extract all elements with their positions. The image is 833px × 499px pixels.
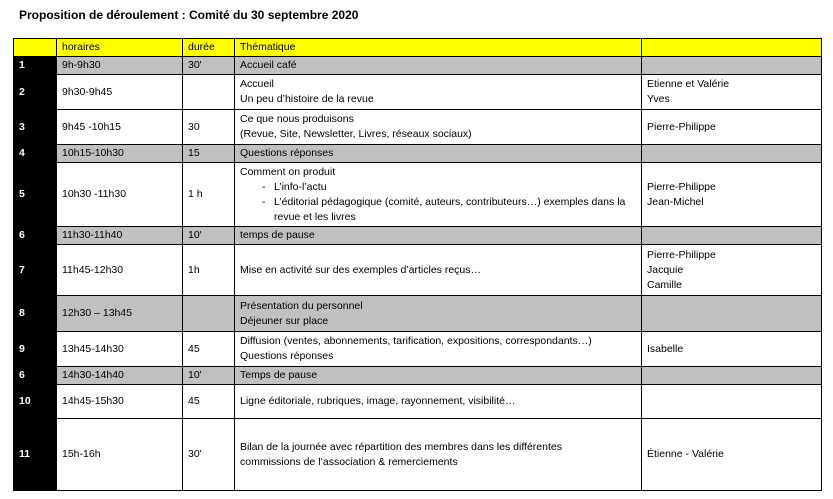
row-people: [642, 296, 822, 332]
row-duration: 10': [183, 227, 235, 245]
document-title: Proposition de déroulement : Comité du 30 septembre 2020: [19, 8, 359, 22]
header-theme: Thématique: [235, 39, 642, 57]
table-row: [14, 227, 822, 245]
person-name: Pierre-Philippe: [647, 180, 716, 193]
person-name: Jean-Michel: [647, 195, 704, 208]
row-duration: 10': [183, 367, 235, 385]
row-theme: [235, 367, 642, 385]
row-people: [642, 110, 822, 145]
row-people: [642, 163, 822, 227]
row-time: 15h-16h: [57, 419, 183, 491]
row-theme: [235, 163, 642, 227]
person-name: Étienne - Valérie: [647, 448, 724, 460]
row-number: 9: [14, 332, 57, 367]
row-number: 4: [14, 145, 57, 163]
row-duration: 15: [183, 145, 235, 163]
theme-line: Présentation du personnel: [240, 299, 363, 312]
theme-line: Bilan de la journée avec répartition des membres dans les différentes: [240, 440, 562, 453]
row-number: 11: [14, 419, 57, 491]
row-duration: 1h: [183, 245, 235, 296]
row-number: 6: [14, 367, 57, 385]
row-people: [642, 227, 822, 245]
theme-line: temps de pause: [240, 229, 315, 241]
row-time: 12h30 – 13h45: [57, 296, 183, 332]
row-duration: 45: [183, 385, 235, 419]
sub-item-list: [240, 180, 636, 225]
row-people: [642, 385, 822, 419]
row-number: 10: [14, 385, 57, 419]
table-row: [14, 385, 822, 419]
row-number: 1: [14, 57, 57, 75]
theme-line: Accueil: [240, 78, 274, 90]
row-time: 9h30-9h45: [57, 75, 183, 110]
row-time: 14h45-15h30: [57, 385, 183, 419]
row-duration: 30': [183, 419, 235, 491]
table-row: [14, 296, 822, 332]
theme-line: Questions réponses: [240, 350, 334, 362]
header-num: [14, 39, 57, 57]
row-number: 6: [14, 227, 57, 245]
person-name: Pierre-Philippe: [647, 120, 716, 133]
person-name: Jacquie: [647, 263, 684, 276]
person-name: Camille: [647, 278, 683, 291]
row-number: 7: [14, 245, 57, 296]
theme-line: Ce que nous produisons: [240, 113, 354, 125]
row-duration: 1 h: [183, 163, 235, 227]
row-theme: [235, 332, 642, 367]
row-people: [642, 419, 822, 491]
row-time: 13h45-14h30: [57, 332, 183, 367]
table-row: [14, 75, 822, 110]
row-people: [642, 332, 822, 367]
row-theme: [235, 227, 642, 245]
row-theme: [235, 296, 642, 332]
header-time: horaires: [57, 39, 183, 57]
row-time: 14h30-14h40: [57, 367, 183, 385]
row-people: [642, 57, 822, 75]
table-row: [14, 419, 822, 491]
theme-line: Questions réponses: [240, 147, 334, 159]
person-name: Pierre-Philippe: [647, 248, 716, 261]
row-time: 9h45 -10h15: [57, 110, 183, 145]
row-theme: [235, 385, 642, 419]
table-row: [14, 163, 822, 227]
theme-line: Comment on produit: [240, 165, 336, 178]
theme-line: Accueil café: [240, 59, 297, 71]
row-theme: [235, 57, 642, 75]
sub-item: - L’info-l’actu: [262, 180, 636, 195]
row-duration: 30: [183, 110, 235, 145]
table-row: [14, 145, 822, 163]
theme-line: commissions de l’association & remerciements: [240, 455, 458, 468]
row-people: [642, 75, 822, 110]
sub-item: - L’éditorial pédagogique (comité, auteurs, contributeurs…) exemples dans la revue et les livres: [262, 195, 636, 225]
row-time: 11h45-12h30: [57, 245, 183, 296]
person-name: Yves: [647, 93, 670, 105]
row-people: [642, 145, 822, 163]
row-time: 10h15-10h30: [57, 145, 183, 163]
row-duration: [183, 75, 235, 110]
row-number: 2: [14, 75, 57, 110]
row-theme: [235, 75, 642, 110]
row-theme: [235, 245, 642, 296]
table-row: [14, 367, 822, 385]
row-time: 9h-9h30: [57, 57, 183, 75]
header-duration: durée: [183, 39, 235, 57]
header-people: [642, 39, 822, 57]
theme-line: Un peu d’histoire de la revue: [240, 93, 374, 105]
row-number: 5: [14, 163, 57, 227]
person-name: Isabelle: [647, 342, 684, 355]
theme-line: Temps de pause: [240, 369, 318, 381]
table-row: [14, 332, 822, 367]
row-time: 10h30 -11h30: [57, 163, 183, 227]
row-duration: 30': [183, 57, 235, 75]
table-row: [14, 110, 822, 145]
row-time: 11h30-11h40: [57, 227, 183, 245]
header-row: [14, 39, 822, 57]
row-theme: [235, 110, 642, 145]
table-row: [14, 245, 822, 296]
theme-line: Déjeuner sur place: [240, 314, 329, 327]
row-people: [642, 367, 822, 385]
person-name: Etienne et Valérie: [647, 78, 730, 90]
theme-line: (Revue, Site, Newsletter, Livres, réseaux sociaux): [240, 128, 472, 140]
table-row: [14, 57, 822, 75]
theme-line: Mise en activité sur des exemples d’articles reçus…: [240, 263, 482, 276]
row-theme: [235, 145, 642, 163]
theme-line: Ligne éditoriale, rubriques, image, rayonnement, visibilité…: [240, 395, 516, 407]
theme-line: Diffusion (ventes, abonnements, tarification, expositions, correspondants…): [240, 335, 592, 347]
row-theme: [235, 419, 642, 491]
row-people: [642, 245, 822, 296]
agenda-table: [13, 38, 822, 491]
row-number: 8: [14, 296, 57, 332]
row-duration: 45: [183, 332, 235, 367]
row-number: 3: [14, 110, 57, 145]
row-duration: [183, 296, 235, 332]
